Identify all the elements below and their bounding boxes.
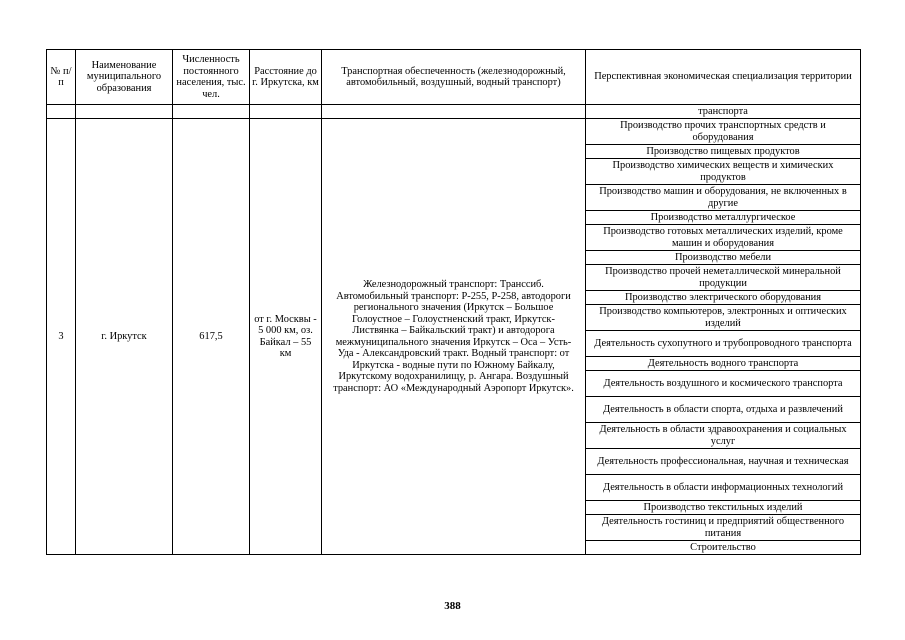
cell-population: 617,5	[173, 119, 250, 555]
specialization-item: Деятельность сухопутного и трубопроводного транспорта	[586, 331, 861, 357]
header-num: № п/п	[47, 50, 76, 105]
cell-distance: от г. Москвы - 5 000 км, оз. Байкал – 55 км	[250, 119, 322, 555]
specialization-item: Строительство	[586, 541, 861, 555]
specialization-item: Производство прочих транспортных средств и оборудования	[586, 119, 861, 145]
header-distance: Расстояние до г. Иркутска, км	[250, 50, 322, 105]
specialization-item: Производство электрического оборудования	[586, 291, 861, 305]
specialization-item: Производство текстильных изделий	[586, 501, 861, 515]
header-row	[47, 50, 861, 105]
cont-cell-distance	[250, 105, 322, 119]
cell-transport: Железнодорожный транспорт: Транссиб. Автомобильный транспорт: Р-255, Р-258, автодороги регионального значения (Иркутск – Большое Голоустное – Голоустненский тракт, Иркутск-Листвянка – Байкальский тракт) и автодорога межмуниципального значения Иркутск – Оса – Усть-Уда - Александровский тракт. Водный транспорт: от Иркутска - водные пути по Южному Байкалу, Иркутскому водохранилищу, р. Ангара. Воздушный транспорт: АО «Международный Аэропорт Иркутск».	[322, 119, 586, 555]
specialization-item: Производство мебели	[586, 251, 861, 265]
specialization-item: Деятельность гостиниц и предприятий общественного питания	[586, 515, 861, 541]
cont-cell-population	[173, 105, 250, 119]
specialization-item: Производство химических веществ и химических продуктов	[586, 159, 861, 185]
specialization-item: Производство прочей неметаллической минеральной продукции	[586, 265, 861, 291]
continuation-row	[47, 105, 861, 119]
cell-num: 3	[47, 119, 76, 555]
specialization-item: Производство машин и оборудования, не включенных в другие	[586, 185, 861, 211]
cont-cell-num	[47, 105, 76, 119]
continuation-text: транспорта	[586, 105, 861, 119]
specialization-item: Деятельность профессиональная, научная и техническая	[586, 449, 861, 475]
header-name: Наименование муниципального образования	[76, 50, 173, 105]
specialization-item: Производство готовых металлических изделий, кроме машин и оборудования	[586, 225, 861, 251]
specialization-item: Деятельность в области здравоохранения и социальных услуг	[586, 423, 861, 449]
header-population: Численность постоянного населения, тыс. чел.	[173, 50, 250, 105]
specialization-item: Деятельность воздушного и космического транспорта	[586, 371, 861, 397]
header-transport: Транспортная обеспеченность (железнодорожный, автомобильный, воздушный, водный транспорт)	[322, 50, 586, 105]
specialization-item: Деятельность в области информационных технологий	[586, 475, 861, 501]
data-table	[46, 49, 861, 555]
page-number: 388	[444, 600, 461, 612]
table-row	[47, 119, 861, 145]
cell-name: г. Иркутск	[76, 119, 173, 555]
header-specialization: Перспективная экономическая специализация территории	[586, 50, 861, 105]
specialization-item: Производство компьютеров, электронных и оптических изделий	[586, 305, 861, 331]
specialization-item: Производство пищевых продуктов	[586, 145, 861, 159]
specialization-item: Производство металлургическое	[586, 211, 861, 225]
cont-cell-transport	[322, 105, 586, 119]
specialization-item: Деятельность в области спорта, отдыха и развлечений	[586, 397, 861, 423]
specialization-item: Деятельность водного транспорта	[586, 357, 861, 371]
cont-cell-name	[76, 105, 173, 119]
